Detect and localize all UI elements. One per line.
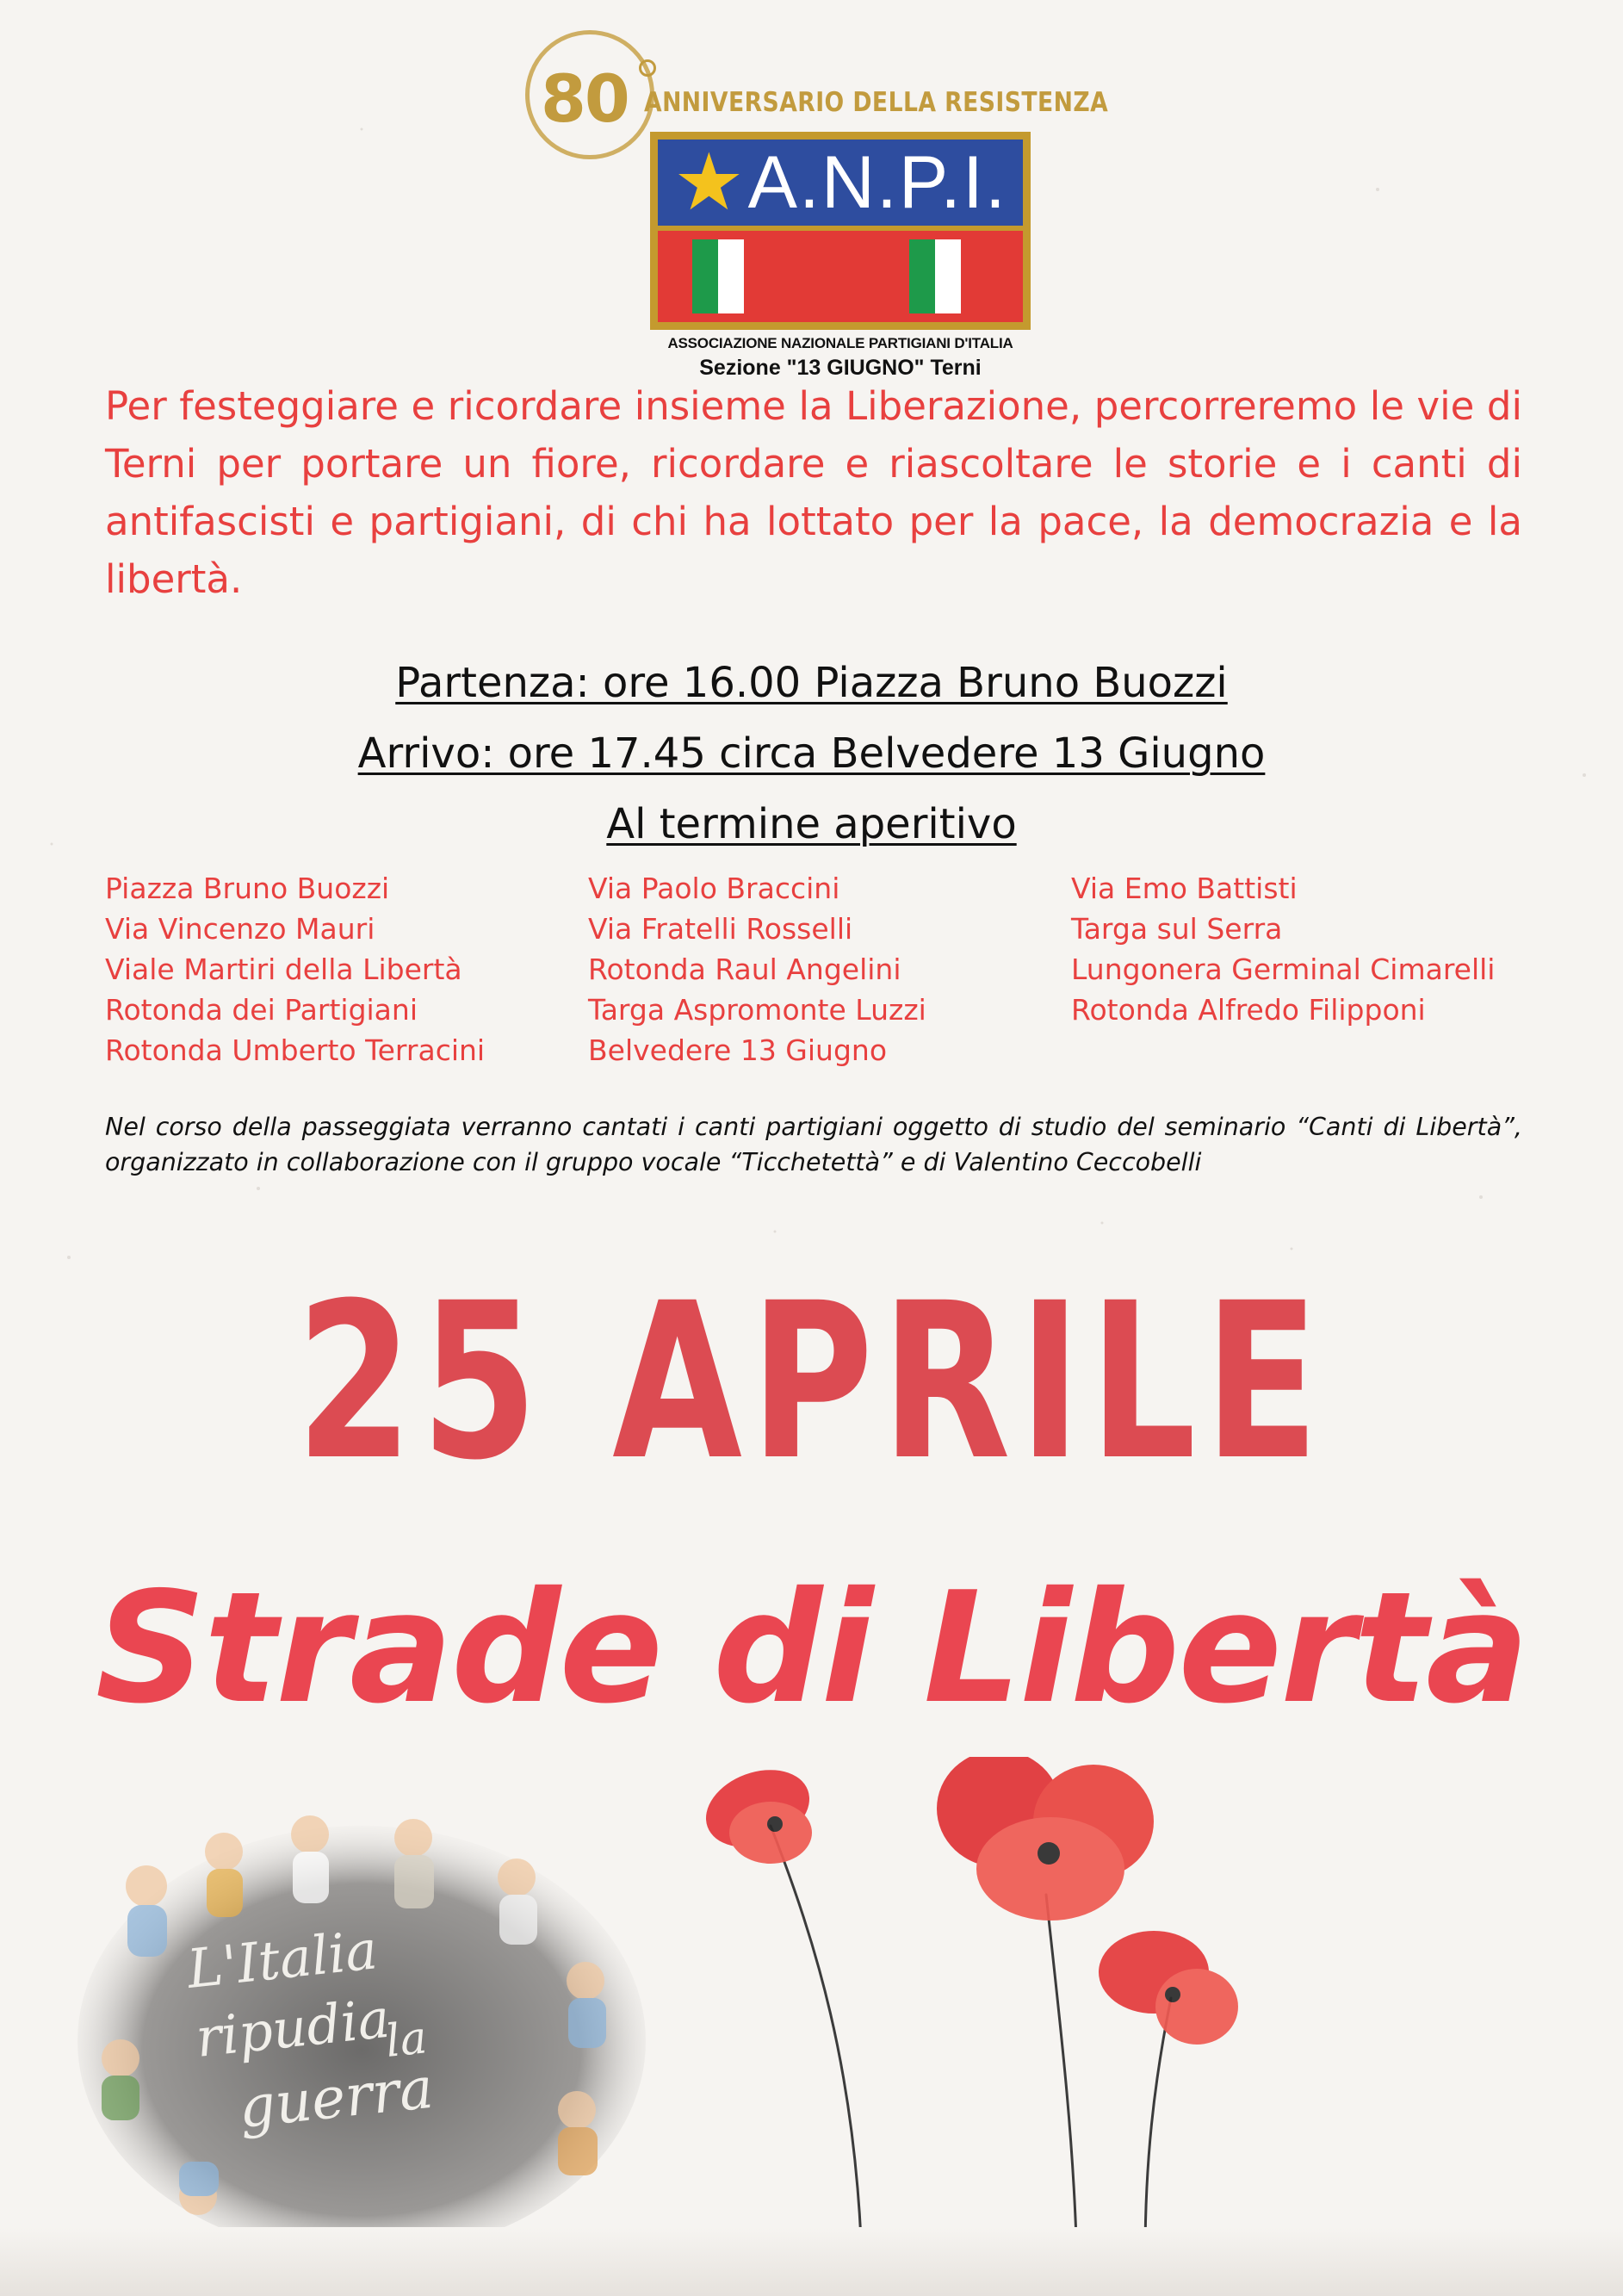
stop-item: Lungonera Germinal Cimarelli <box>1071 953 1496 986</box>
badge-flag-band <box>658 231 1023 322</box>
event-logistics <box>0 648 1623 859</box>
stop-item: Rotonda Umberto Terracini <box>105 1033 486 1067</box>
seminar-note: Nel corso della passeggiata verranno cantati i canti partigiani oggetto di studio del seminario “Canti di Libertà”, organizzato in collaborazione con il gruppo vocale “Ticchetettà” e di Valentino Ceccobelli <box>105 1113 1522 1176</box>
stop-item: Via Vincenzo Mauri <box>105 912 375 946</box>
stop-item: Via Paolo Braccini <box>588 872 840 905</box>
italian-flag-icon <box>909 239 987 313</box>
poppy-flower <box>1099 1931 1238 2045</box>
aperitivo-info: Al termine aperitivo <box>606 800 1017 848</box>
departure-info: Partenza: ore 16.00 Piazza Bruno Buozzi <box>395 659 1228 707</box>
chalk-line-1: L'Italia <box>183 1918 381 2001</box>
anniversary-number: 80 <box>541 60 629 137</box>
stops-column-1 <box>105 868 485 1070</box>
poppy-flower <box>937 1757 1154 1921</box>
headline-title: Strade di Libertà <box>95 1559 1528 1737</box>
chalk-line-4: guerra <box>235 2054 437 2141</box>
stops-column-2 <box>588 868 926 1070</box>
anpi-logo-text: A.N.P.I. <box>747 141 1007 224</box>
poppy-flower <box>695 1757 820 1864</box>
chalk-line-3: la <box>383 2012 430 2068</box>
italian-flag-icon <box>692 239 770 313</box>
stop-item: Rotonda dei Partigiani <box>105 993 418 1027</box>
stop-item: Via Emo Battisti <box>1071 872 1298 905</box>
stops-column-3 <box>1071 868 1495 1030</box>
intro-paragraph: Per festeggiare e ricordare insieme la Liberazione, percorreremo le vie di Terni per portare un fiore, ricordare e riascoltare le storie e i canti di antifascisti e partigiani, di chi ha lottato per la pace, la democrazia e la libertà. <box>105 383 1522 602</box>
children-chalkboard-illustration <box>52 1783 672 2265</box>
degree-mark-icon <box>639 59 656 77</box>
stop-item: Piazza Bruno Buozzi <box>105 872 390 905</box>
stop-item: Belvedere 13 Giugno <box>588 1033 888 1067</box>
stop-item: Rotonda Alfredo Filipponi <box>1071 993 1426 1027</box>
stop-item: Viale Martiri della Libertà <box>105 953 462 986</box>
anpi-badge <box>650 132 1031 330</box>
section-name: Sezione "13 GIUGNO" Terni <box>699 356 982 380</box>
stop-item: Via Fratelli Rosselli <box>588 912 853 946</box>
stop-item: Targa sul Serra <box>1071 912 1283 946</box>
star-icon: ★ <box>673 139 745 226</box>
arrival-info: Arrivo: ore 17.45 circa Belvedere 13 Giugno <box>357 729 1266 778</box>
poppies-illustration <box>689 1757 1593 2296</box>
ground-strip <box>0 2227 1623 2296</box>
headline-date: 25 APRILE <box>295 1257 1328 1507</box>
association-name: ASSOCIAZIONE NAZIONALE PARTIGIANI D'ITALIA <box>667 335 1013 351</box>
stop-item: Targa Aspromonte Luzzi <box>588 993 926 1027</box>
chalk-line-2: ripudia <box>192 1986 393 2070</box>
anniversary-text: ANNIVERSARIO DELLA RESISTENZA <box>644 87 1109 118</box>
anpi-logo <box>517 30 1137 380</box>
badge-title-band <box>658 140 1023 226</box>
stop-item: Rotonda Raul Angelini <box>588 953 901 986</box>
